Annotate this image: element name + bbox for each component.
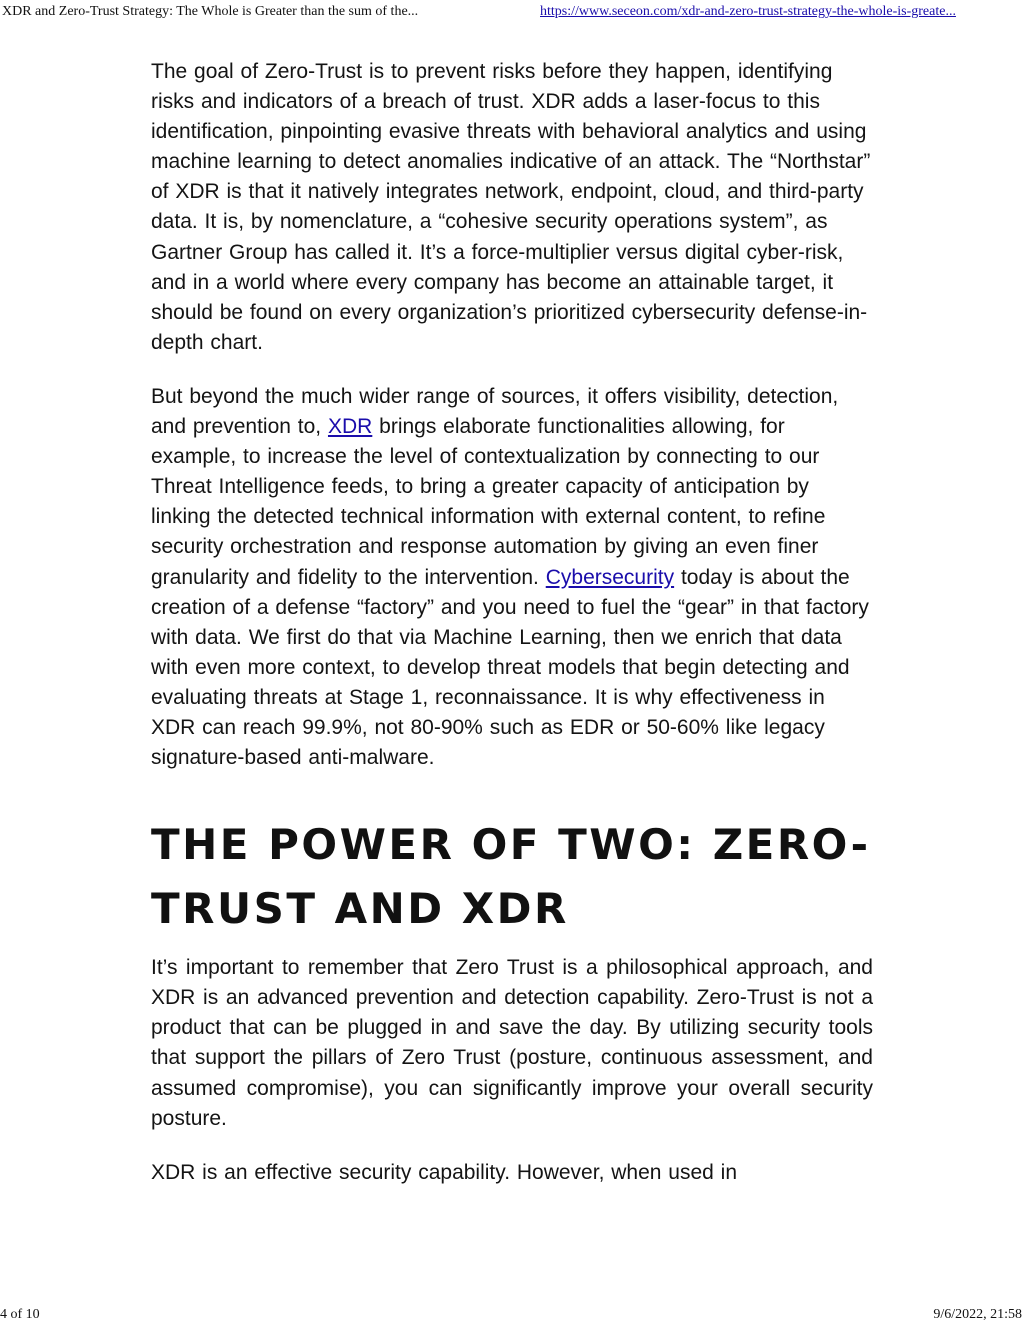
page-number: 4 of 10	[0, 1307, 40, 1322]
print-footer	[0, 1304, 1024, 1326]
page-title: XDR and Zero-Trust Strategy: The Whole is Greater than the sum of the...	[2, 4, 419, 19]
page-url-link[interactable]: https://www.seceon.com/xdr-and-zero-trust-strategy-the-whole-is-greate...	[540, 4, 956, 19]
section-heading: THE POWER OF TWO: ZERO-TRUST AND XDR	[151, 820, 871, 934]
paragraph-text: But beyond the much wider range of sources, it offers visibility, detection, and prevention to,	[151, 384, 839, 439]
paragraph-text: today is about the creation of a defense “factory” and you need to fuel the “gear” in that factory with data. We first do that via Machine Learning, then we enrich that data with even more context, to develop threat models that begin detecting and evaluating threats at Stage 1, reconnaissance. It is why effectiveness in XDR can reach 99.9%, not 80-90% such as EDR or 50-60% like legacy signature-based anti-malware.	[151, 565, 869, 770]
print-header	[0, 0, 1024, 24]
paragraph-xdr-capability: XDR is an effective security capability. However, when used in	[151, 1160, 737, 1184]
paragraph-zero-trust-goal: The goal of Zero-Trust is to prevent risks before they happen, identifying risks and indicators of a breach of trust. XDR adds a laser-focus to this identification, pinpointing evasive threats with behavioral analytics and using machine learning to detect anomalies indicative of an attack. The “Northstar” of XDR is that it natively integrates network, endpoint, cloud, and third-party data. It is, by nomenclature, a “cohesive security operations system”, as Gartner Group has called it. It’s a force-multiplier versus digital cyber-risk, and in a world where every company has become an attainable target, it should be found on every organization’s prioritized cybersecurity defense-in-depth chart.	[151, 60, 871, 354]
cybersecurity-link[interactable]: Cybersecurity	[545, 565, 675, 589]
paragraph-philosophical-approach: It’s important to remember that Zero Trust is a philosophical approach, and XDR is an advanced prevention and detection capability. Zero-Trust is not a product that can be plugged in and save the day. By utilizing security tools that support the pillars of Zero Trust (posture, continuous assessment, and assumed compromise), you can significantly improve your overall security posture.	[151, 956, 873, 1130]
paragraph-text: brings elaborate functionalities allowing, for example, to increase the level of contextualization by connecting to our Threat Intelligence feeds, to bring a greater capacity of anticipation by linking the detected technical information with external content, to refine security orchestration and response automation by giving an even finer granularity and fidelity to the intervention.	[151, 415, 826, 589]
paragraph-xdr-functionalities	[151, 382, 873, 773]
print-timestamp: 9/6/2022, 21:58	[933, 1307, 1022, 1322]
xdr-link[interactable]: XDR	[327, 415, 373, 439]
article-body	[151, 57, 873, 1212]
